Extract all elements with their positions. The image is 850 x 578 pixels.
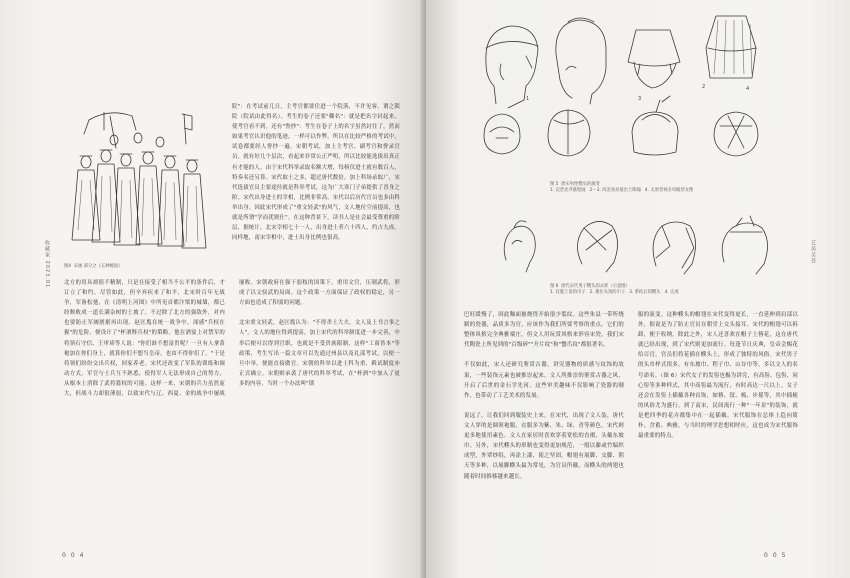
- headwear-illustrations-top: [456, 8, 786, 188]
- fig5-label-4: 4: [746, 86, 750, 92]
- fig5-label-2: 2: [702, 84, 706, 90]
- figure-caption: 图4 宋画 部分之《五种梳面》: [64, 264, 123, 269]
- right-page-column-left: 巴旺缓慢了，因此釉面被烧得开始很少裂纹。这些朱县一带所烧制的瓷器，品质多为官，应该作为我们所要考察的重点。它们的整体风格完全典雅端庄，但文人用玩赏风格来形容宋瓷，我们宋代陶瓷上所见到的"百级碎""开片纹"和"蟹爪纹"都很著名。 不仅如此，宋人还研究鉴赏古器，讲究器物的质感与纹饰的效果，一些装饰元素也被推崇起来。文人所推崇的鉴赏古器之风，开启了后世的金石学先河。这些审美趣味不仅影响了瓷器的制作，也带动了工艺美术的发展。 说远了，让我们回到服装史上来。在宋代，出现了文人装，唐代文人穿的是圆领袍服，衣服多为紫、朱、绿、青等颜色，宋代则更多地使用素色。文人在家居时喜欢穿着宽松的直裰，头戴东坡巾。另外，宋代幞头的形制也变得更加规范，一般以藤或竹编织成型，外罩纱绢，再涂上漆，使之坚固。帽翅有展脚、交脚、朝天等多种，以展脚幞头最为常见，为官员所戴，而幞头的两翅也随着时间推移越来越长。: [464, 312, 624, 480]
- figure-6-caption: 图 6 唐代宋代男子幞头的式样（示意图） 1. 仅裹上发的巾子 2. 裹住头顶的巾子 3. 系结后的幞头 4. 完成: [550, 284, 679, 296]
- procession-illustration: [64, 100, 214, 260]
- page-number-right: 005: [764, 552, 791, 559]
- fig5-label-3: 3: [638, 96, 642, 102]
- left-page-bottom-text: 北方的用具却很不精制，只是在接受了相当不公平的条件后，才订立了和约。尽管如此，但辛弃疾来了和平，北宋时百年无战争，军备松弛，在《清明上河图》中所见首都汴梁的城墙，都已经颓败成一道长满杂树的土坡了。不过除了北方的强敌外，对内也要防止军阀割据再出现。赵匡胤在统一战争中，深感"兵权在握"的危险，便设计了"杯酒释兵权"的策略。他在酒宴上对禁军的将领石守信、王审琦等人说："你们谁不想富贵呢？一旦有人拿黄袍加在你们身上，就算你们不想当皇帝，也由不得你们了。"于是将领们纷纷交出兵权，回家养老。宋代还改变了军队的训练和调动方式，军官与士兵互不熟悉，使得军人无法形成自己的势力，从根本上消除了武将篡权的可能。这样一来，宋朝的兵力虽然庞大，但战斗力却很薄弱，以致宋代与辽、西夏、金的战争中屡战屡败。宋朝政府在强干弱枝的国策下，重用文官，压制武将，形成了以文驭武的局面。这个政策一方面保证了政权的稳定，另一方面也造成了积弱的问题。 北宋重文轻武。赵匡胤认为："不得杀士大夫，文人及上书言事之人"。文人的地位得到提高，加上宋代的科举制度进一步完善，中举后便可以得到官职，也就是不受贵族限制，这样"工商皆本"等政策，考生写出一篇文章可以先通过州县以及礼部考试，以便一旦中举，便能直接做官。宋朝的科举以进士科为重，殿试制度亦正式确立。宋朝则承袭了唐代的科举考试，在"杯酒"中加入了更多的内容，当时一个办法叫"锁: [64, 280, 400, 398]
- left-page-column-right: 院"：在考试前几日，主考官都要住进一个院落，不许见客，谓之锁院（院试由此得名）。考生的卷子还要"糊名"：就是把名字封起来，使考官看不到。还有"誊抄"：考生在卷子上的名字虽然封住了，然而如果考官认识他的笔迹，一样可以作弊。所以在比较严格的考试中，试卷都要经人誊抄一遍。宋朝考试，加上主考官、副考官和誊录官员，就有好几个层次，看起来非常公正严明，所以比较能选拔出真正有才能的人。由于宋代科举录取名额大增，每榜仅进士就有数百人，特奏名还另算。宋代取士之多，超过唐代数倍，加上科场录取广，宋代选拔官员主要途径就是科举考试，这为广大寒门子弟提供了晋身之阶。宋代出身进士的宰相，比例非常高。宋代以后历代官员也多由科举出身。因此宋代形成了"重文轻武"的风气，文人地位空前提高，也就是所谓"学而优则仕"。在这种背景下，读书人是社会最受尊重的阶层，据统计，北宋宰相七十一人，出身进士者六十四人，约占九成。同样地，南宋宰相中，进士出身比例也很高。: [232, 104, 400, 242]
- right-page: [426, 0, 850, 578]
- right-page-column-right: 服的演变。这种幞头的帽翅在宋代变得更长，一直延伸到肩部以外，据说是为了防止官员在朝堂上交头接耳。宋代的帽翅可以拆卸，便于收纳。除此之外，宋人还喜欢在帽子上簪花，这在唐代就已经出现，到了宋代则更加流行。每逢节日庆典，皇帝会赐花给百官，官员们将花插在幞头上，形成了独特的风俗。宋代男子的头巾样式很多，有东坡巾、程子巾、山谷巾等，多以文人的名号命名。（图 6）宋代女子的发髻也极为讲究，有高髻、包髻、同心髻等多种样式，其中高髻最为流行，有时高达一尺以上。女子还会在发髻上插戴各种首饰，如簪、钗、梳、步摇等，其中插梳的风俗尤为盛行。到了南宋，民间流行一种"一年景"的装饰，就是把四季的花卉都集中在一起插戴。宋代服饰在总体上趋向简朴、含蓄、典雅，与当时的理学思想相呼应，这也成为宋代服饰最重要的特点。: [638, 312, 798, 440]
- left-side-label: 收藏家 2023.01: [44, 240, 50, 289]
- figure-5-caption: 图 5 唐宋男性幞头的演变 1. 汉晋北齐墓壁画 2～3. 河北易县墓出土陶俑 4. 太原晋祠圣母殿侍女像: [550, 182, 694, 194]
- right-side-label: 艺苑美荟: [810, 240, 816, 264]
- fig5-label-1: 1: [526, 96, 530, 102]
- headwear-illustrations-bottom: [486, 210, 786, 280]
- left-page: [0, 0, 424, 578]
- page-number-left: 004: [62, 552, 89, 559]
